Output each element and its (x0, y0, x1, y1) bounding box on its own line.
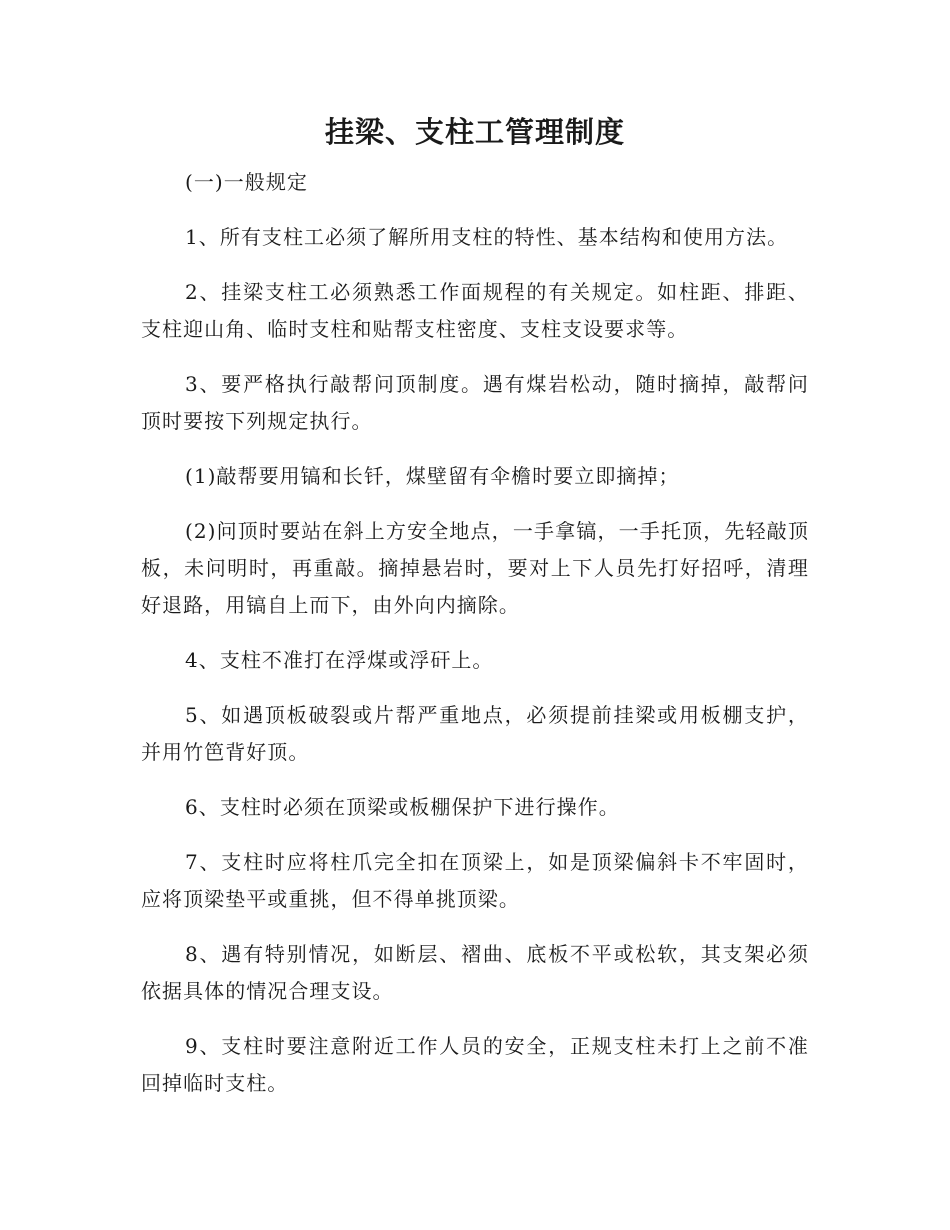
section-heading: (一)一般规定 (185, 170, 308, 194)
paragraph-rule-2: 2、挂梁支柱工必须熟悉工作面规程的有关规定。如柱距、排距、支柱迎山角、临时支柱和贴帮支柱密度、支柱支设要求等。 (141, 280, 809, 341)
paragraph-rule-3-item-2: (2)问顶时要站在斜上方安全地点，一手拿镐，一手托顶，先轻敲顶板，未问明时，再重敲。摘掉悬岩时，要对上下人员先打好招呼，清理好退路，用镐自上而下，由外向内摘除。 (141, 519, 809, 617)
paragraph-rule-9: 9、支柱时要注意附近工作人员的安全，正规支柱未打上之前不准回掉临时支柱。 (141, 1034, 809, 1095)
paragraph-rule-3: 3、要严格执行敲帮问顶制度。遇有煤岩松动，随时摘掉，敲帮问顶时要按下列规定执行。 (141, 372, 809, 433)
paragraph-rule-6: 6、支柱时必须在顶梁或板棚保护下进行操作。 (185, 795, 620, 819)
paragraph-rule-3-item-1: (1)敲帮要用镐和长钎，煤壁留有伞檐时要立即摘掉； (185, 464, 680, 488)
paragraph-rule-4: 4、支柱不准打在浮煤或浮矸上。 (185, 648, 494, 672)
document-body (141, 164, 809, 1120)
paragraph-rule-8: 8、遇有特别情况，如断层、褶曲、底板不平或松软，其支架必须依据具体的情况合理支设。 (141, 942, 809, 1003)
paragraph-rule-1: 1、所有支柱工必须了解所用支柱的特性、基本结构和使用方法。 (185, 225, 789, 249)
document-title: 挂梁、支柱工管理制度 (324, 115, 625, 149)
paragraph-rule-5: 5、如遇顶板破裂或片帮严重地点，必须提前挂梁或用板棚支护，并用竹笆背好顶。 (141, 703, 809, 764)
paragraph-rule-7: 7、支柱时应将柱爪完全扣在顶梁上，如是顶梁偏斜卡不牢固时，应将顶梁垫平或重挑，但不得单挑顶梁。 (141, 850, 809, 911)
